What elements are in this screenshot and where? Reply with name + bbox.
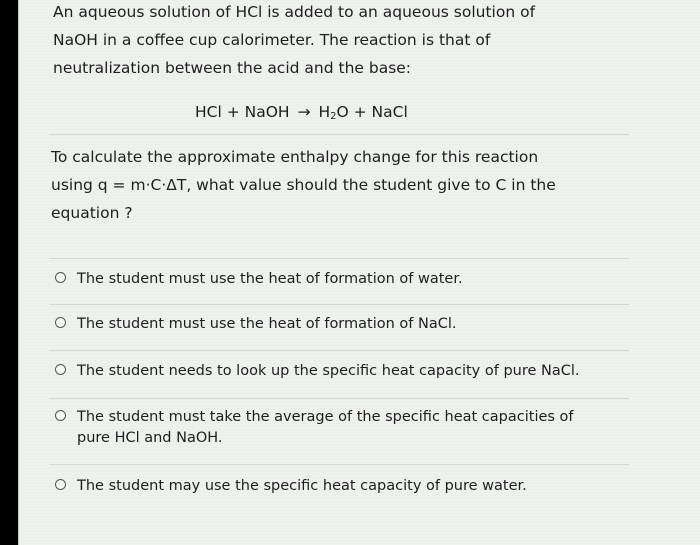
question-text-line-3: neutralization between the acid and the base:: [53, 59, 412, 77]
answer-option-label: The student must take the average of the specific heat capacities of: [77, 409, 574, 425]
water-o: O: [336, 103, 349, 121]
reaction-reactants: HCl + NaOH: [195, 103, 290, 121]
question-card: [18, 0, 700, 545]
radio-button[interactable]: [55, 410, 66, 421]
divider: [49, 350, 629, 351]
answer-option-label: The student may use the specific heat capacity of pure water.: [77, 478, 527, 494]
prompt-text-line-3: equation ?: [51, 204, 133, 222]
reaction-products-rest: + NaCl: [348, 103, 408, 121]
answer-option-label: The student must use the heat of formation of water.: [77, 271, 463, 287]
divider: [49, 304, 629, 305]
radio-button[interactable]: [55, 479, 66, 490]
answer-option-label: The student must use the heat of formation of NaCl.: [77, 316, 457, 332]
reaction-water: [318, 103, 348, 121]
radio-button[interactable]: [55, 317, 66, 328]
divider: [49, 258, 629, 259]
water-subscript: 2: [330, 111, 337, 122]
water-h: H: [318, 103, 331, 121]
divider: [49, 134, 629, 135]
divider: [49, 464, 629, 465]
answer-option-label: The student needs to look up the specific heat capacity of pure NaCl.: [77, 363, 580, 379]
reaction-arrow: →: [297, 103, 311, 121]
answer-option-label-cont: pure HCl and NaOH.: [77, 430, 223, 446]
reaction-equation: [195, 103, 408, 122]
radio-button[interactable]: [55, 364, 66, 375]
question-text-line-2: NaOH in a coffee cup calorimeter. The reaction is that of: [53, 31, 491, 49]
radio-button[interactable]: [55, 272, 66, 283]
prompt-text-line-1: To calculate the approximate enthalpy change for this reaction: [51, 148, 539, 166]
question-text-line-1: An aqueous solution of HCl is added to an aqueous solution of: [53, 3, 536, 21]
prompt-text-line-2: using q = m·C·ΔT, what value should the student give to C in the: [51, 176, 556, 194]
divider: [49, 398, 629, 399]
